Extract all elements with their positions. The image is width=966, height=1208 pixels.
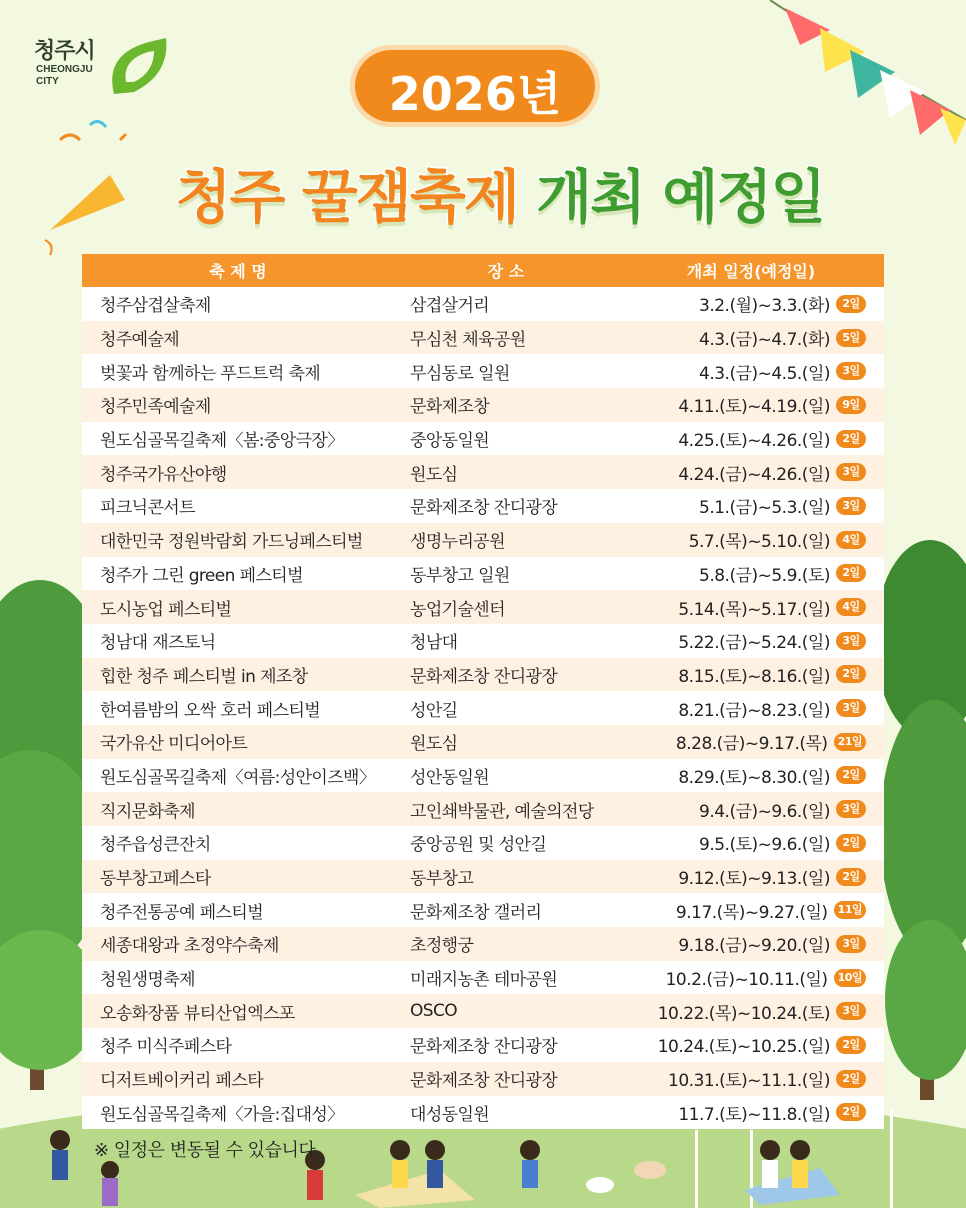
duration-badge: 3일 xyxy=(836,463,866,481)
festival-name: 원도심골목길축제〈여름:성안이즈백〉 xyxy=(100,767,376,788)
festival-name: 한여름밤의 오싹 호러 페스티벌 xyxy=(100,700,321,721)
festival-name: 디저트베이커리 페스타 xyxy=(100,1071,264,1092)
duration-badge: 2일 xyxy=(836,834,866,852)
table-row xyxy=(82,455,884,489)
duration-badge: 3일 xyxy=(836,699,866,717)
festival-date: 10.31.(토)~11.1.(일) xyxy=(668,1071,830,1092)
festival-place: 동부창고 일원 xyxy=(410,565,510,586)
table-row xyxy=(82,994,884,1028)
festival-date: 9.12.(토)~9.13.(일) xyxy=(678,869,830,890)
duration-badge: 10일 xyxy=(834,969,866,987)
festival-date-cell xyxy=(616,561,884,586)
table-row xyxy=(82,927,884,961)
festival-place: 농업기술센터 xyxy=(410,599,505,620)
duration-badge: 2일 xyxy=(836,430,866,448)
duration-badge: 3일 xyxy=(836,362,866,380)
festival-name: 원도심골목길축제〈가을:집대성〉 xyxy=(100,1104,344,1125)
festival-name: 청주삼겹살축제 xyxy=(100,296,211,317)
duration-badge: 2일 xyxy=(836,1036,866,1054)
festival-place: OSCO xyxy=(410,1001,458,1022)
duration-badge: 2일 xyxy=(836,1070,866,1088)
festival-place: 청남대 xyxy=(410,633,458,654)
table-row xyxy=(82,422,884,456)
festival-name: 동부창고페스타 xyxy=(100,869,211,890)
duration-badge: 3일 xyxy=(836,935,866,953)
festival-place: 초정행궁 xyxy=(410,936,474,957)
festival-place: 고인쇄박물관, 예술의전당 xyxy=(410,801,594,822)
header-place: 장 소 xyxy=(487,262,525,281)
festival-date-cell xyxy=(616,662,884,687)
festival-date: 4.3.(금)~4.5.(일) xyxy=(699,363,830,384)
table-row xyxy=(82,590,884,624)
logo-english: CHEONGJU CITY xyxy=(36,64,93,87)
festival-date: 4.3.(금)~4.7.(화) xyxy=(699,330,830,351)
festival-name: 청주예술제 xyxy=(100,330,180,351)
festival-schedule-table xyxy=(82,254,884,1129)
festival-date-cell xyxy=(616,1032,884,1057)
table-row xyxy=(82,826,884,860)
festival-place: 무심동로 일원 xyxy=(410,363,510,384)
festival-place: 삼겹살거리 xyxy=(410,296,490,317)
festival-date: 9.18.(금)~9.20.(일) xyxy=(678,936,830,957)
festival-place: 중앙동일원 xyxy=(410,431,490,452)
festival-date-cell xyxy=(616,1066,884,1091)
table-header xyxy=(82,254,884,287)
table-row xyxy=(82,1096,884,1130)
duration-badge: 3일 xyxy=(836,632,866,650)
table-row xyxy=(82,1062,884,1096)
festival-place: 문화제조창 잔디광장 xyxy=(410,498,558,519)
duration-badge: 4일 xyxy=(836,531,866,549)
festival-date: 9.17.(목)~9.27.(일) xyxy=(675,902,828,923)
festival-date: 8.21.(금)~8.23.(일) xyxy=(678,700,830,721)
festival-date: 5.1.(금)~5.3.(일) xyxy=(699,498,830,519)
table-row xyxy=(82,321,884,355)
festival-place: 중앙공원 및 성안길 xyxy=(410,835,547,856)
festival-name: 청주 미식주페스타 xyxy=(100,1037,232,1058)
table-row xyxy=(82,759,884,793)
table-body xyxy=(82,287,884,1129)
festival-name: 세종대왕과 초정약수축제 xyxy=(100,936,279,957)
festival-name: 청주민족예술제 xyxy=(100,397,211,418)
duration-badge: 21일 xyxy=(834,733,866,751)
festival-date: 5.7.(목)~5.10.(일) xyxy=(688,532,830,553)
table-row xyxy=(82,725,884,759)
festival-place: 원도심 xyxy=(410,734,458,755)
table-row xyxy=(82,287,884,321)
year-text: 2026년 xyxy=(388,67,562,121)
table-row xyxy=(82,691,884,725)
table-row xyxy=(82,792,884,826)
festival-date-cell xyxy=(616,931,884,956)
festival-date: 4.25.(토)~4.26.(일) xyxy=(678,431,830,452)
festival-name: 청원생명축제 xyxy=(100,970,195,991)
festival-date: 8.29.(토)~8.30.(일) xyxy=(678,767,830,788)
festival-date-cell xyxy=(616,325,884,350)
festival-date-cell xyxy=(616,797,884,822)
table-row xyxy=(82,489,884,523)
table-row xyxy=(82,557,884,591)
festival-date-cell xyxy=(616,965,884,990)
festival-date: 8.15.(토)~8.16.(일) xyxy=(678,666,830,687)
festival-date: 10.24.(토)~10.25.(일) xyxy=(657,1037,830,1058)
festival-date: 4.11.(토)~4.19.(일) xyxy=(678,397,830,418)
festival-name: 도시농업 페스티벌 xyxy=(100,599,232,620)
festival-name: 청주가 그린 green 페스티벌 xyxy=(100,565,303,586)
header-festival-name: 축 제 명 xyxy=(209,262,267,281)
festival-name: 벚꽃과 함께하는 푸드트럭 축제 xyxy=(100,363,321,384)
festival-date-cell xyxy=(616,493,884,518)
duration-badge: 4일 xyxy=(836,598,866,616)
festival-name: 원도심골목길축제〈봄:중앙극장〉 xyxy=(100,431,344,452)
festival-date: 8.28.(금)~9.17.(목) xyxy=(675,734,828,755)
festival-date: 3.2.(월)~3.3.(화) xyxy=(699,296,830,317)
festival-date-cell xyxy=(616,595,884,620)
year-badge xyxy=(355,50,595,122)
festival-date-cell xyxy=(616,999,884,1024)
duration-badge: 2일 xyxy=(836,665,866,683)
schedule-notice: ※ 일정은 변동될 수 있습니다. xyxy=(94,1140,321,1161)
festival-place: 무심천 체육공원 xyxy=(410,330,526,351)
festival-date-cell xyxy=(616,830,884,855)
title-part-schedule: 개최 예정일 xyxy=(536,163,825,231)
duration-badge: 2일 xyxy=(836,766,866,784)
logo-korean: 청주시 xyxy=(34,39,95,64)
festival-date-cell xyxy=(616,898,884,923)
festival-date: 11.7.(토)~11.8.(일) xyxy=(678,1104,830,1125)
festival-name: 오송화장품 뷰티산업엑스포 xyxy=(100,1003,295,1024)
festival-date-cell xyxy=(616,696,884,721)
table-row xyxy=(82,1028,884,1062)
festival-date: 4.24.(금)~4.26.(일) xyxy=(678,464,830,485)
cheongju-logo xyxy=(34,34,174,104)
festival-name: 힙한 청주 페스티벌 in 제조창 xyxy=(100,666,308,687)
festival-name: 피크닉콘서트 xyxy=(100,498,195,519)
header-date: 개최 일정(예정일) xyxy=(686,262,816,281)
festival-place: 문화제조창 잔디광장 xyxy=(410,1037,558,1058)
table-row xyxy=(82,658,884,692)
table-row xyxy=(82,388,884,422)
duration-badge: 3일 xyxy=(836,1002,866,1020)
festival-date: 10.22.(목)~10.24.(토) xyxy=(657,1003,830,1024)
festival-date-cell xyxy=(616,359,884,384)
duration-badge: 2일 xyxy=(836,1103,866,1121)
festival-place: 문화제조창 갤러리 xyxy=(410,902,542,923)
duration-badge: 2일 xyxy=(836,564,866,582)
table-row xyxy=(82,624,884,658)
festival-date-cell xyxy=(616,628,884,653)
table-row xyxy=(82,961,884,995)
cheongju-logo-mark-icon xyxy=(104,34,174,98)
table-row xyxy=(82,893,884,927)
duration-badge: 2일 xyxy=(836,295,866,313)
festival-date-cell xyxy=(616,527,884,552)
festival-place: 동부창고 xyxy=(410,869,474,890)
festival-name: 청주읍성큰잔치 xyxy=(100,835,211,856)
page-title xyxy=(120,150,880,230)
festival-date-cell xyxy=(616,460,884,485)
festival-date: 5.14.(목)~5.17.(일) xyxy=(678,599,830,620)
festival-name: 청남대 재즈토닉 xyxy=(100,633,216,654)
festival-date: 5.8.(금)~5.9.(토) xyxy=(699,565,830,586)
festival-place: 성안길 xyxy=(410,700,458,721)
duration-badge: 3일 xyxy=(836,497,866,515)
duration-badge: 11일 xyxy=(834,901,866,919)
festival-date-cell xyxy=(616,763,884,788)
duration-badge: 3일 xyxy=(836,800,866,818)
festival-date: 10.2.(금)~10.11.(일) xyxy=(665,970,828,991)
party-popper-icon xyxy=(45,121,126,255)
festival-date-cell xyxy=(616,864,884,889)
festival-name: 국가유산 미디어아트 xyxy=(100,734,248,755)
tree-illustration xyxy=(875,540,966,1100)
festival-date-cell xyxy=(616,291,884,316)
festival-place: 원도심 xyxy=(410,464,458,485)
table-row xyxy=(82,523,884,557)
duration-badge: 2일 xyxy=(836,868,866,886)
festival-place: 미래지농촌 테마공원 xyxy=(410,970,558,991)
festival-date-cell xyxy=(616,392,884,417)
festival-name: 직지문화축제 xyxy=(100,801,195,822)
festival-place: 생명누리공원 xyxy=(410,532,505,553)
festival-place: 문화제조창 잔디광장 xyxy=(410,666,558,687)
festival-date-cell xyxy=(616,729,884,754)
table-row xyxy=(82,354,884,388)
duration-badge: 9일 xyxy=(836,396,866,414)
festival-place: 대성동일원 xyxy=(410,1104,490,1125)
festival-place: 성안동일원 xyxy=(410,767,490,788)
festival-date: 9.5.(토)~9.6.(일) xyxy=(699,835,830,856)
festival-name: 청주국가유산야행 xyxy=(100,464,227,485)
duration-badge: 5일 xyxy=(836,329,866,347)
festival-date-cell xyxy=(616,1100,884,1125)
title-part-festival: 청주 꿀잼축제 xyxy=(175,163,518,231)
table-row xyxy=(82,860,884,894)
festival-place: 문화제조창 잔디광장 xyxy=(410,1071,558,1092)
festival-place: 문화제조창 xyxy=(410,397,490,418)
festival-date: 5.22.(금)~5.24.(일) xyxy=(678,633,830,654)
festival-date-cell xyxy=(616,426,884,451)
festival-date: 9.4.(금)~9.6.(일) xyxy=(699,801,830,822)
festival-name: 청주전통공예 페스티벌 xyxy=(100,902,264,923)
festival-name: 대한민국 정원박람회 가드닝페스티벌 xyxy=(100,532,363,553)
